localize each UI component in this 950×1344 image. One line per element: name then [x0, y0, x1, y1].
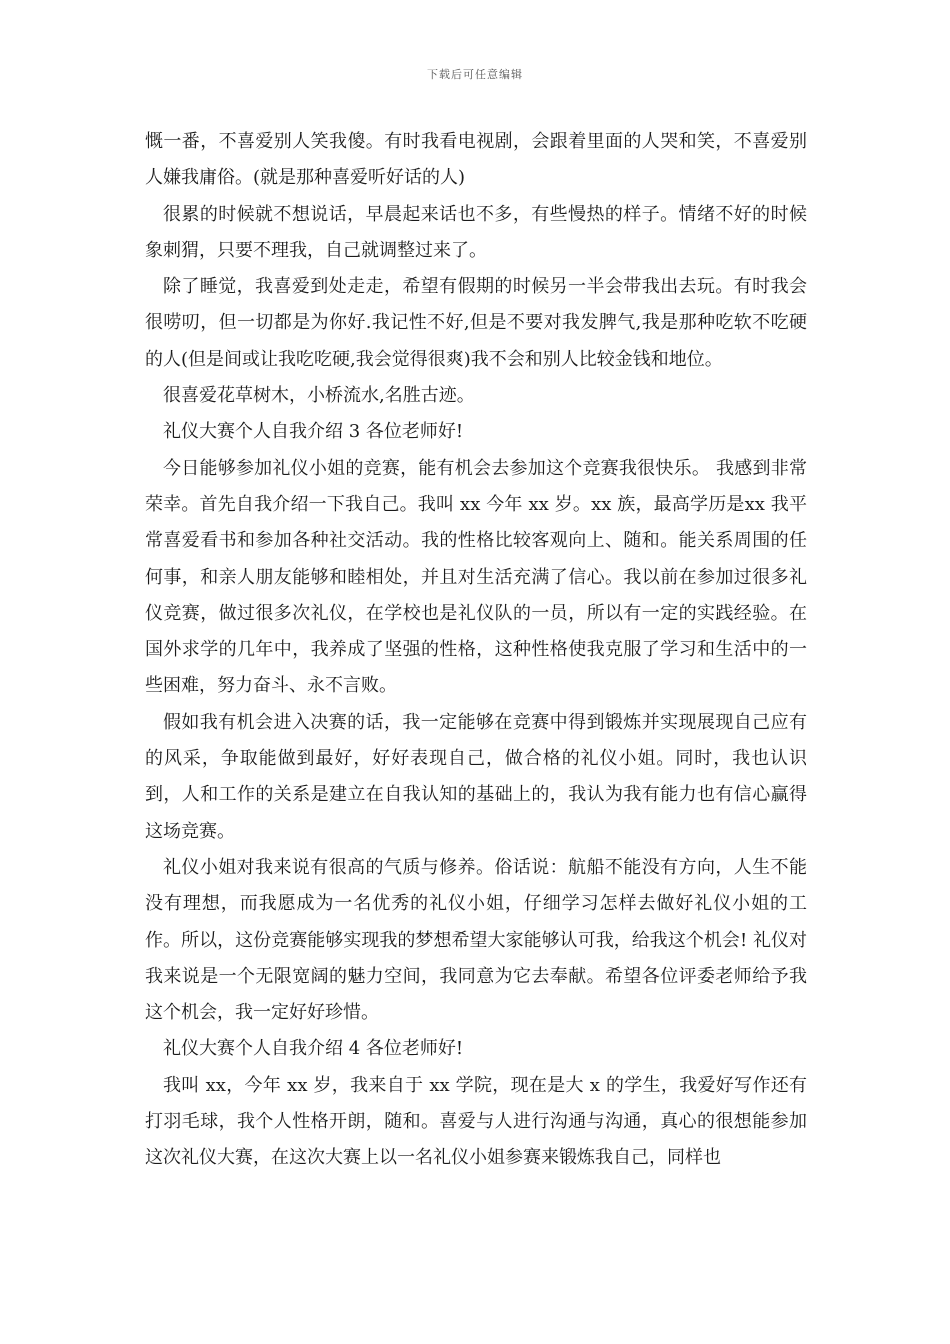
- paragraph-7: 礼仪小姐对我来说有很高的气质与修养。俗话说：航船不能没有方向，人生不能没有理想，而我愿成为一名优秀的礼仪小姐，仔细学习怎样去做好礼仪小姐的工作。所以，这份竞赛能够实现我的梦想希望大家能够认可我，给我这个机会! 礼仪对我来说是一个无限宽阔的魅力空间，我同意为它去奉献。希望各位评委老师给予我这个机会，我一定好好珍惜。: [145, 856, 807, 1024]
- paragraph-5: 今日能够参加礼仪小姐的竞赛，能有机会去参加这个竞赛我很快乐。 我感到非常荣幸。首先自我介绍一下我自己。我叫 xx 今年 xx 岁。xx 族，最高学历是xx 我平常喜爱看书和参加各种社交活动。我的性格比较客观向上、随和。能关系周围的任何事，和亲人朋友能够和睦相处，并且对生活充满了信心。我以前在参加过很多礼仪竞赛，做过很多次礼仪，在学校也是礼仪队的一员，所以有一定的实践经验。在国外求学的几年中，我养成了坚强的性格，这种性格使我克服了学习和生活中的一些困难，努力奋斗、永不言败。: [145, 457, 807, 697]
- paragraph-6: 假如我有机会进入决赛的话，我一定能够在竞赛中得到锻炼并实现展现自己应有的风采，争取能做到最好，好好表现自己，做合格的礼仪小姐。同时，我也认识到，人和工作的关系是建立在自我认知的基础上的，我认为我有能力也有信心赢得这场竞赛。: [145, 711, 807, 842]
- paragraph-2: 很累的时候就不想说话，早晨起来话也不多，有些慢热的样子。情绪不好的时候象刺猬，只要不理我，自己就调整过来了。: [145, 203, 807, 261]
- document-body: [145, 124, 807, 1177]
- paragraph-4: 很喜爱花草树木，小桥流水,名胜古迹。: [163, 385, 475, 407]
- section-heading-3: 礼仪大赛个人自我介绍 3 各位老师好!: [163, 421, 464, 443]
- paragraph-8: 我叫 xx，今年 xx 岁，我来自于 xx 学院，现在是大 x 的学生，我爱好写作还有打羽毛球，我个人性格开朗，随和。喜爱与人进行沟通与沟通，真心的很想能参加这次礼仪大赛，在这次大赛上以一名礼仪小姐参赛来锻炼我自己，同样也: [145, 1074, 807, 1169]
- paragraph-1: 慨一番，不喜爱别人笑我傻。有时我看电视剧，会跟着里面的人哭和笑，不喜爱别人嫌我庸俗。(就是那种喜爱听好话的人): [145, 131, 807, 189]
- paragraph-3: 除了睡觉，我喜爱到处走走，希望有假期的时候另一半会带我出去玩。有时我会很唠叨，但一切都是为你好.我记性不好,但是不要对我发脾气,我是那种吃软不吃硬的人(但是间或让我吃吃硬,我会觉得很爽)我不会和别人比较金钱和地位。: [145, 276, 807, 370]
- section-heading-4: 礼仪大赛个人自我介绍 4 各位老师好!: [163, 1038, 464, 1060]
- page-header-note: 下载后可任意编辑: [427, 68, 523, 81]
